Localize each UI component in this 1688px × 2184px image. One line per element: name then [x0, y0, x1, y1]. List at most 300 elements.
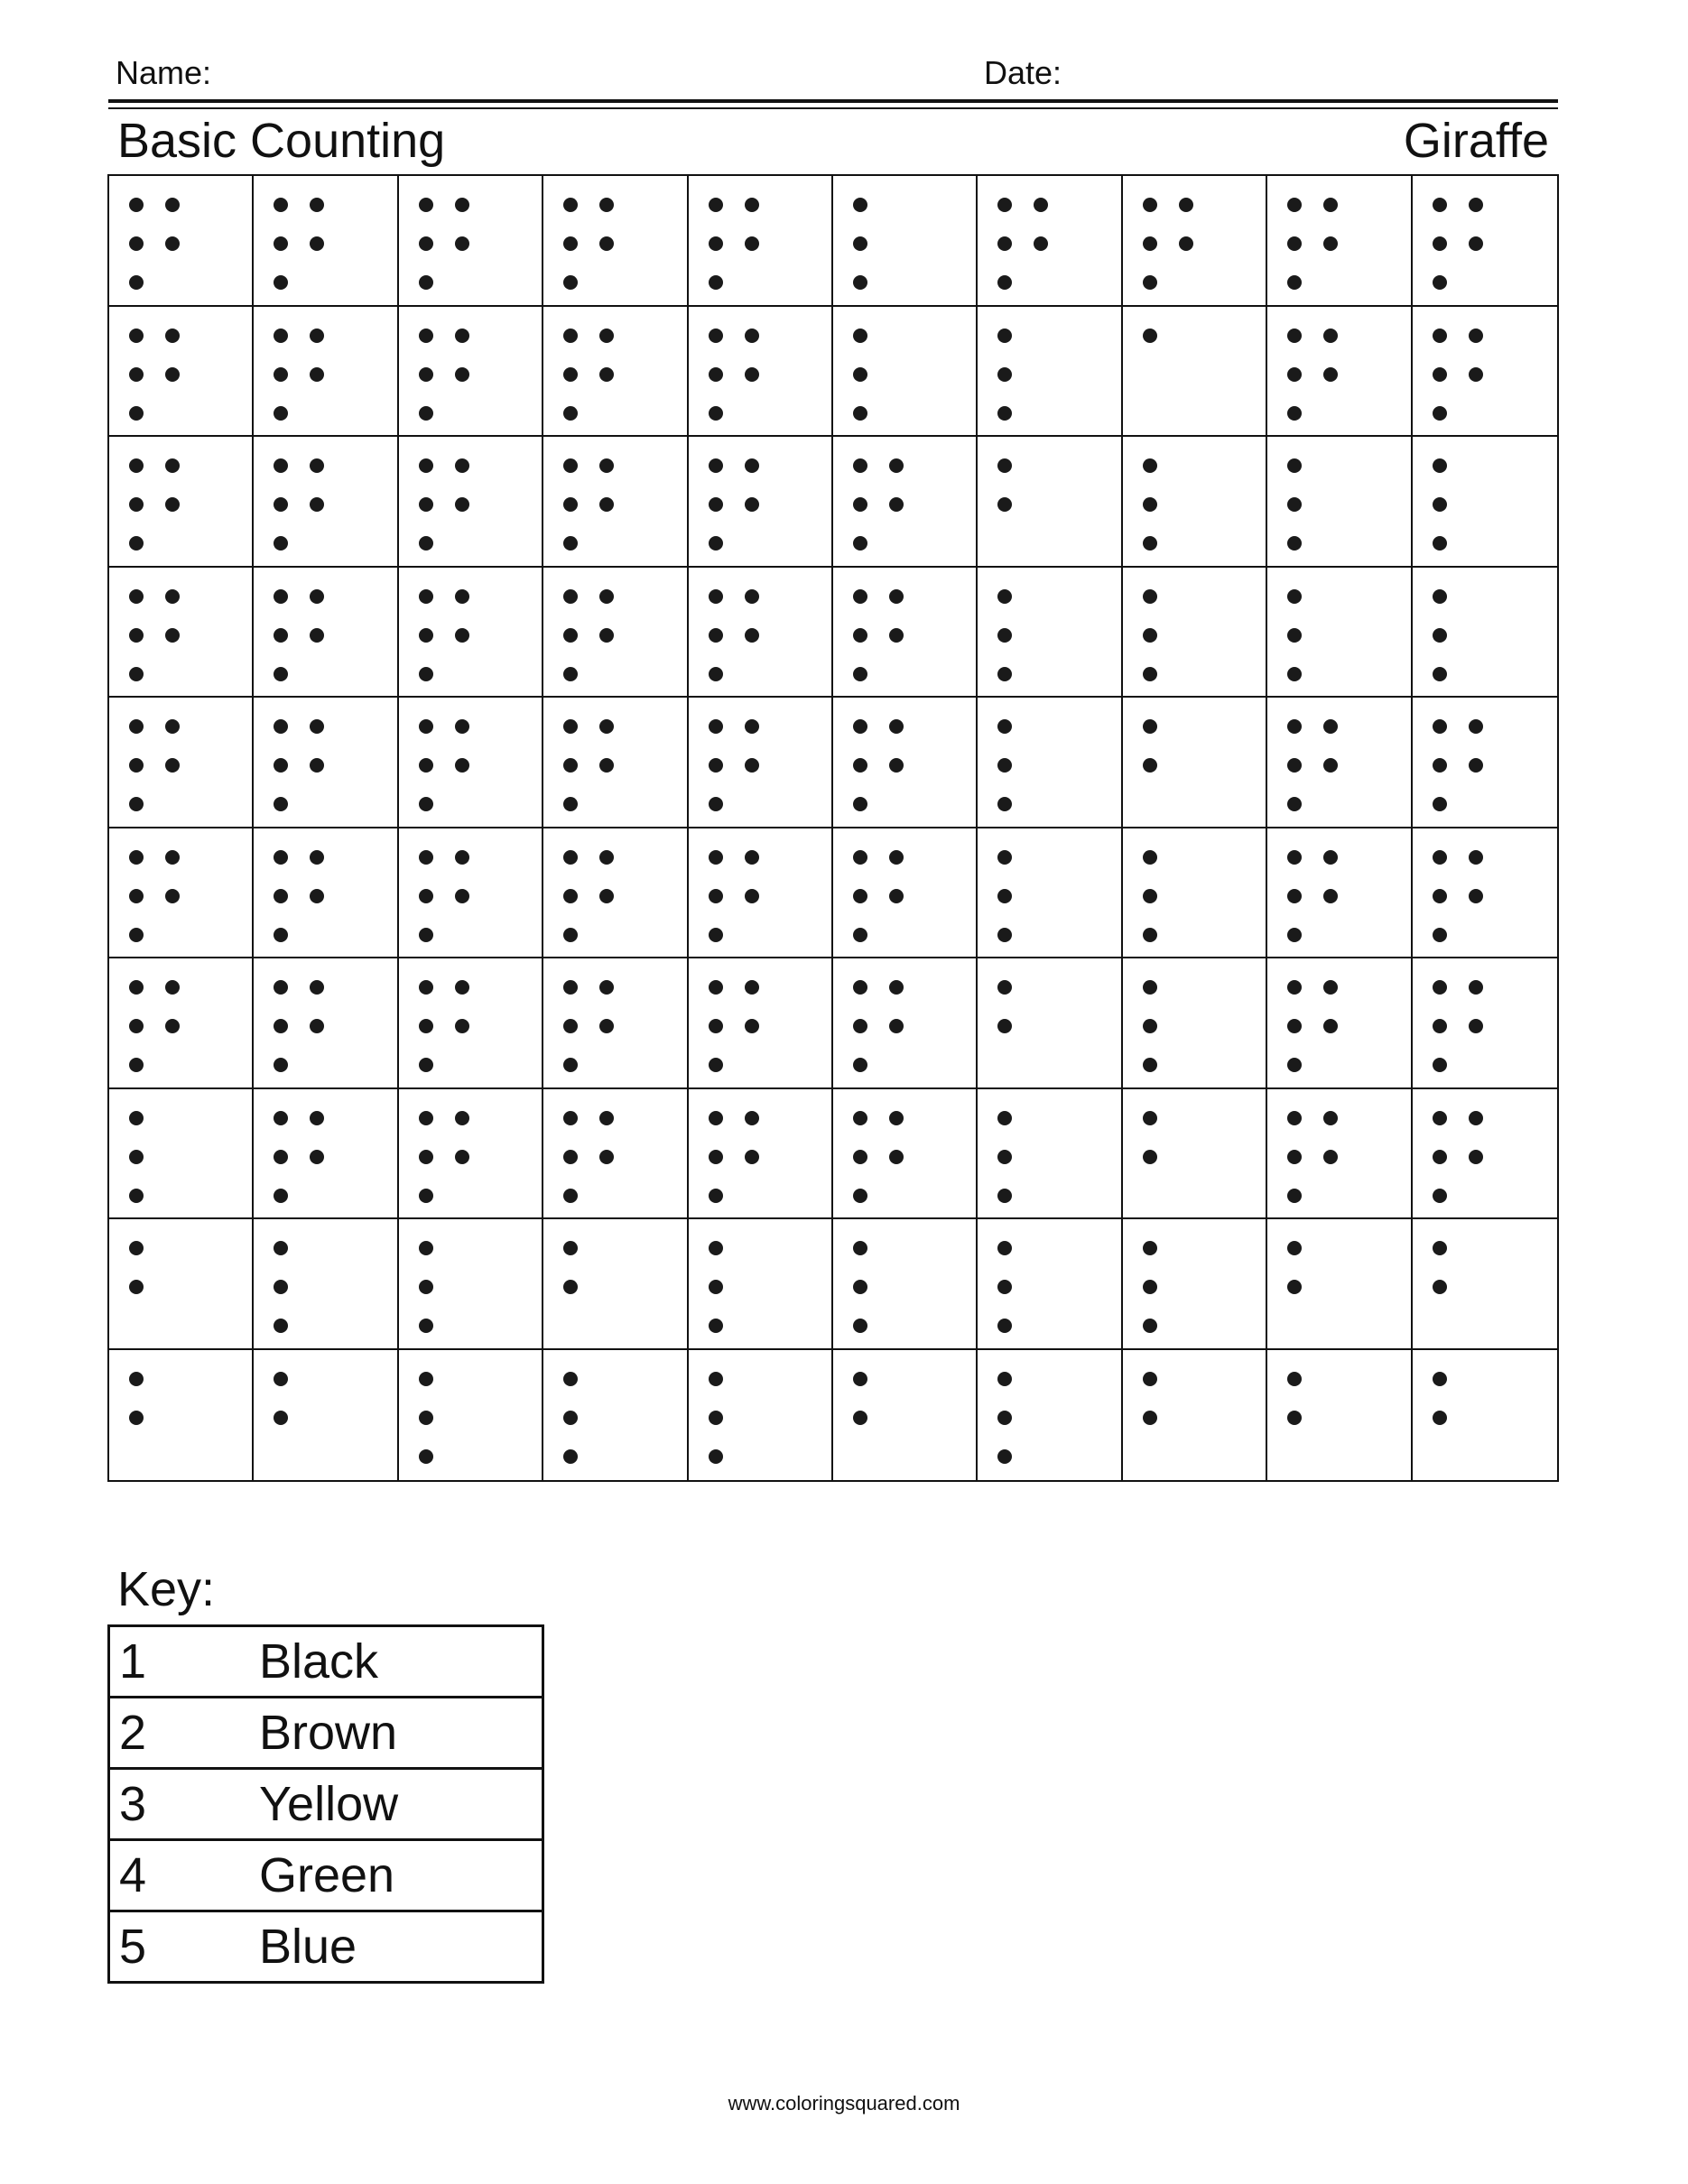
count-dot	[1433, 1058, 1447, 1072]
count-dot	[745, 198, 759, 212]
count-dot	[709, 1319, 723, 1333]
count-dot	[1143, 497, 1157, 512]
count-dot	[1143, 758, 1157, 773]
count-dot	[997, 980, 1012, 995]
count-dot	[563, 1372, 578, 1386]
count-dot	[1469, 236, 1483, 251]
count-dot	[129, 275, 144, 290]
count-dot	[1143, 1241, 1157, 1255]
count-dot	[1034, 198, 1048, 212]
count-dot	[853, 980, 867, 995]
grid-cell	[254, 698, 398, 828]
count-dot	[455, 628, 469, 643]
count-dot	[745, 1150, 759, 1164]
count-dot	[745, 497, 759, 512]
count-dot	[745, 889, 759, 903]
count-dot	[1433, 1111, 1447, 1125]
count-dot	[419, 1372, 433, 1386]
grid-cell	[399, 568, 543, 699]
count-dot	[419, 628, 433, 643]
count-dot	[129, 667, 144, 681]
count-dot	[419, 367, 433, 382]
count-dot	[129, 889, 144, 903]
count-dot	[1469, 980, 1483, 995]
grid-cell	[1267, 176, 1412, 307]
count-dot	[709, 667, 723, 681]
count-dot	[129, 1372, 144, 1386]
count-dot	[889, 628, 904, 643]
count-dot	[274, 1241, 288, 1255]
count-dot	[1433, 889, 1447, 903]
grid-cell	[1413, 437, 1557, 568]
grid-cell	[109, 1350, 254, 1481]
count-dot	[709, 198, 723, 212]
grid-cell	[1267, 698, 1412, 828]
count-dot	[1143, 589, 1157, 604]
count-dot	[853, 198, 867, 212]
grid-cell	[833, 1219, 978, 1350]
count-dot	[1287, 1150, 1302, 1164]
count-dot	[1323, 198, 1338, 212]
count-dot	[853, 367, 867, 382]
grid-cell	[833, 828, 978, 959]
count-dot	[1469, 850, 1483, 865]
count-dot	[1179, 236, 1193, 251]
grid-cell	[399, 828, 543, 959]
count-dot	[1143, 458, 1157, 473]
grid-cell	[543, 1089, 688, 1220]
count-dot	[455, 980, 469, 995]
count-dot	[889, 589, 904, 604]
count-dot	[599, 497, 614, 512]
count-dot	[1287, 850, 1302, 865]
count-dot	[165, 367, 180, 382]
grid-cell	[254, 1089, 398, 1220]
count-dot	[1287, 1189, 1302, 1203]
grid-cell	[109, 1089, 254, 1220]
count-dot	[1433, 1241, 1447, 1255]
count-dot	[599, 889, 614, 903]
count-dot	[310, 367, 324, 382]
count-dot	[310, 329, 324, 343]
key-color: Yellow	[259, 1769, 543, 1840]
count-dot	[745, 850, 759, 865]
count-dot	[709, 980, 723, 995]
count-dot	[1433, 236, 1447, 251]
count-dot	[1433, 367, 1447, 382]
count-dot	[853, 1280, 867, 1294]
count-dot	[599, 850, 614, 865]
grid-cell	[833, 568, 978, 699]
color-key-table	[107, 1624, 544, 1984]
count-dot	[1433, 667, 1447, 681]
count-dot	[455, 889, 469, 903]
count-dot	[997, 797, 1012, 811]
count-dot	[1433, 758, 1447, 773]
count-dot	[1323, 719, 1338, 734]
count-dot	[165, 850, 180, 865]
count-dot	[1323, 1019, 1338, 1033]
count-dot	[563, 758, 578, 773]
count-dot	[1323, 889, 1338, 903]
count-dot	[419, 406, 433, 421]
count-dot	[310, 719, 324, 734]
count-dot	[1143, 1280, 1157, 1294]
count-dot	[563, 797, 578, 811]
count-dot	[1287, 536, 1302, 551]
count-dot	[563, 367, 578, 382]
count-dot	[745, 236, 759, 251]
count-dot	[274, 850, 288, 865]
key-row	[109, 1698, 543, 1769]
count-dot	[1469, 198, 1483, 212]
grid-cell	[543, 958, 688, 1089]
date-label: Date:	[984, 54, 1062, 91]
count-dot	[709, 1111, 723, 1125]
count-dot	[1323, 329, 1338, 343]
count-dot	[853, 1019, 867, 1033]
grid-cell	[689, 958, 833, 1089]
count-dot	[853, 928, 867, 942]
count-dot	[853, 1372, 867, 1386]
count-dot	[889, 719, 904, 734]
count-dot	[1287, 406, 1302, 421]
count-dot	[709, 1019, 723, 1033]
count-dot	[310, 889, 324, 903]
count-dot	[745, 1019, 759, 1033]
count-dot	[1143, 1058, 1157, 1072]
counting-grid	[107, 174, 1559, 1482]
count-dot	[709, 406, 723, 421]
count-dot	[129, 1111, 144, 1125]
count-dot	[455, 1150, 469, 1164]
count-dot	[853, 628, 867, 643]
count-dot	[997, 1372, 1012, 1386]
grid-cell	[833, 176, 978, 307]
count-dot	[997, 628, 1012, 643]
grid-cell	[833, 307, 978, 438]
count-dot	[997, 1411, 1012, 1425]
count-dot	[274, 1411, 288, 1425]
count-dot	[1143, 536, 1157, 551]
count-dot	[129, 719, 144, 734]
count-dot	[997, 667, 1012, 681]
count-dot	[853, 1111, 867, 1125]
count-dot	[419, 1280, 433, 1294]
count-dot	[1143, 329, 1157, 343]
key-color: Green	[259, 1840, 543, 1911]
count-dot	[165, 719, 180, 734]
count-dot	[563, 667, 578, 681]
grid-cell	[109, 1219, 254, 1350]
count-dot	[853, 758, 867, 773]
key-row	[109, 1626, 543, 1698]
grid-cell	[1123, 568, 1267, 699]
count-dot	[165, 458, 180, 473]
grid-cell	[1413, 568, 1557, 699]
count-dot	[1433, 1411, 1447, 1425]
count-dot	[1287, 667, 1302, 681]
count-dot	[419, 275, 433, 290]
count-dot	[310, 850, 324, 865]
grid-cell	[109, 828, 254, 959]
grid-cell	[1267, 568, 1412, 699]
count-dot	[310, 758, 324, 773]
count-dot	[165, 980, 180, 995]
count-dot	[997, 458, 1012, 473]
count-dot	[1433, 719, 1447, 734]
count-dot	[274, 536, 288, 551]
count-dot	[419, 198, 433, 212]
count-dot	[1143, 928, 1157, 942]
grid-cell	[109, 307, 254, 438]
count-dot	[455, 329, 469, 343]
count-dot	[1143, 1111, 1157, 1125]
grid-cell	[254, 828, 398, 959]
count-dot	[997, 406, 1012, 421]
count-dot	[1469, 329, 1483, 343]
key-number: 4	[109, 1840, 260, 1911]
count-dot	[1143, 719, 1157, 734]
count-dot	[563, 980, 578, 995]
header-rule-thin	[108, 107, 1558, 109]
count-dot	[889, 850, 904, 865]
count-dot	[889, 1150, 904, 1164]
grid-cell	[689, 437, 833, 568]
grid-cell	[689, 828, 833, 959]
count-dot	[419, 458, 433, 473]
count-dot	[1143, 889, 1157, 903]
count-dot	[709, 1280, 723, 1294]
count-dot	[1287, 589, 1302, 604]
count-dot	[1469, 367, 1483, 382]
count-dot	[419, 329, 433, 343]
grid-cell	[1123, 958, 1267, 1089]
count-dot	[1323, 236, 1338, 251]
count-dot	[709, 719, 723, 734]
key-row	[109, 1769, 543, 1840]
count-dot	[129, 797, 144, 811]
count-dot	[889, 497, 904, 512]
count-dot	[1323, 758, 1338, 773]
count-dot	[1287, 198, 1302, 212]
count-dot	[1433, 1150, 1447, 1164]
count-dot	[1433, 1372, 1447, 1386]
count-dot	[709, 1189, 723, 1203]
name-label: Name:	[116, 54, 212, 91]
count-dot	[745, 1111, 759, 1125]
count-dot	[274, 928, 288, 942]
count-dot	[310, 1111, 324, 1125]
count-dot	[563, 497, 578, 512]
grid-cell	[254, 437, 398, 568]
count-dot	[1143, 1319, 1157, 1333]
grid-cell	[689, 307, 833, 438]
count-dot	[563, 889, 578, 903]
count-dot	[709, 536, 723, 551]
grid-cell	[1413, 1089, 1557, 1220]
grid-cell	[1267, 828, 1412, 959]
grid-cell	[254, 1350, 398, 1481]
count-dot	[274, 1280, 288, 1294]
count-dot	[419, 1411, 433, 1425]
count-dot	[274, 758, 288, 773]
count-dot	[1143, 1150, 1157, 1164]
grid-cell	[1123, 698, 1267, 828]
count-dot	[563, 628, 578, 643]
count-dot	[889, 458, 904, 473]
count-dot	[997, 1280, 1012, 1294]
grid-cell	[543, 828, 688, 959]
count-dot	[709, 367, 723, 382]
count-dot	[165, 236, 180, 251]
count-dot	[709, 758, 723, 773]
header-rule	[108, 99, 1558, 103]
grid-cell	[689, 698, 833, 828]
count-dot	[1287, 497, 1302, 512]
count-dot	[853, 719, 867, 734]
count-dot	[455, 1111, 469, 1125]
count-dot	[129, 850, 144, 865]
count-dot	[1433, 536, 1447, 551]
count-dot	[997, 928, 1012, 942]
count-dot	[1433, 329, 1447, 343]
grid-cell	[109, 698, 254, 828]
count-dot	[419, 1241, 433, 1255]
count-dot	[1287, 1111, 1302, 1125]
count-dot	[889, 1019, 904, 1033]
count-dot	[599, 236, 614, 251]
grid-cell	[1123, 176, 1267, 307]
count-dot	[274, 236, 288, 251]
grid-cell	[109, 568, 254, 699]
count-dot	[709, 589, 723, 604]
grid-cell	[109, 437, 254, 568]
grid-cell	[1413, 958, 1557, 1089]
count-dot	[563, 275, 578, 290]
worksheet-subject: Giraffe	[1403, 114, 1549, 168]
count-dot	[997, 1111, 1012, 1125]
worksheet-title: Basic Counting	[117, 114, 446, 168]
count-dot	[1433, 458, 1447, 473]
count-dot	[599, 980, 614, 995]
grid-cell	[1123, 1089, 1267, 1220]
count-dot	[709, 1150, 723, 1164]
count-dot	[997, 198, 1012, 212]
count-dot	[455, 850, 469, 865]
count-dot	[709, 1241, 723, 1255]
count-dot	[853, 1189, 867, 1203]
count-dot	[853, 497, 867, 512]
count-dot	[274, 667, 288, 681]
grid-cell	[689, 1350, 833, 1481]
count-dot	[1143, 236, 1157, 251]
count-dot	[1034, 236, 1048, 251]
count-dot	[1143, 1019, 1157, 1033]
count-dot	[1143, 1411, 1157, 1425]
count-dot	[997, 1241, 1012, 1255]
count-dot	[129, 536, 144, 551]
count-dot	[1287, 980, 1302, 995]
count-dot	[1323, 1150, 1338, 1164]
count-dot	[419, 797, 433, 811]
count-dot	[129, 458, 144, 473]
count-dot	[1323, 850, 1338, 865]
count-dot	[563, 1150, 578, 1164]
count-dot	[129, 928, 144, 942]
grid-cell	[543, 176, 688, 307]
count-dot	[129, 980, 144, 995]
count-dot	[745, 758, 759, 773]
count-dot	[563, 406, 578, 421]
count-dot	[599, 1111, 614, 1125]
grid-cell	[1413, 307, 1557, 438]
count-dot	[853, 406, 867, 421]
count-dot	[997, 719, 1012, 734]
count-dot	[274, 458, 288, 473]
grid-cell	[978, 828, 1122, 959]
count-dot	[1433, 628, 1447, 643]
count-dot	[419, 497, 433, 512]
count-dot	[419, 236, 433, 251]
count-dot	[709, 850, 723, 865]
grid-cell	[543, 1350, 688, 1481]
count-dot	[274, 367, 288, 382]
count-dot	[563, 850, 578, 865]
count-dot	[563, 1019, 578, 1033]
count-dot	[274, 1319, 288, 1333]
count-dot	[1323, 1111, 1338, 1125]
grid-cell	[1413, 828, 1557, 959]
count-dot	[709, 458, 723, 473]
grid-cell	[1413, 698, 1557, 828]
count-dot	[1287, 329, 1302, 343]
count-dot	[455, 758, 469, 773]
count-dot	[1287, 889, 1302, 903]
count-dot	[455, 367, 469, 382]
count-dot	[853, 667, 867, 681]
count-dot	[455, 497, 469, 512]
count-dot	[455, 236, 469, 251]
grid-cell	[543, 437, 688, 568]
count-dot	[274, 719, 288, 734]
grid-cell	[1123, 1219, 1267, 1350]
count-dot	[419, 719, 433, 734]
count-dot	[563, 1280, 578, 1294]
count-dot	[709, 928, 723, 942]
count-dot	[599, 367, 614, 382]
count-dot	[274, 889, 288, 903]
count-dot	[1179, 198, 1193, 212]
grid-cell	[1413, 1350, 1557, 1481]
grid-cell	[254, 958, 398, 1089]
count-dot	[1469, 1150, 1483, 1164]
count-dot	[419, 667, 433, 681]
grid-cell	[833, 1089, 978, 1220]
count-dot	[1287, 1019, 1302, 1033]
count-dot	[274, 1189, 288, 1203]
count-dot	[709, 1449, 723, 1464]
key-color: Brown	[259, 1698, 543, 1769]
count-dot	[274, 628, 288, 643]
count-dot	[274, 198, 288, 212]
count-dot	[165, 1019, 180, 1033]
count-dot	[310, 980, 324, 995]
count-dot	[1143, 275, 1157, 290]
count-dot	[745, 628, 759, 643]
count-dot	[997, 367, 1012, 382]
count-dot	[599, 198, 614, 212]
